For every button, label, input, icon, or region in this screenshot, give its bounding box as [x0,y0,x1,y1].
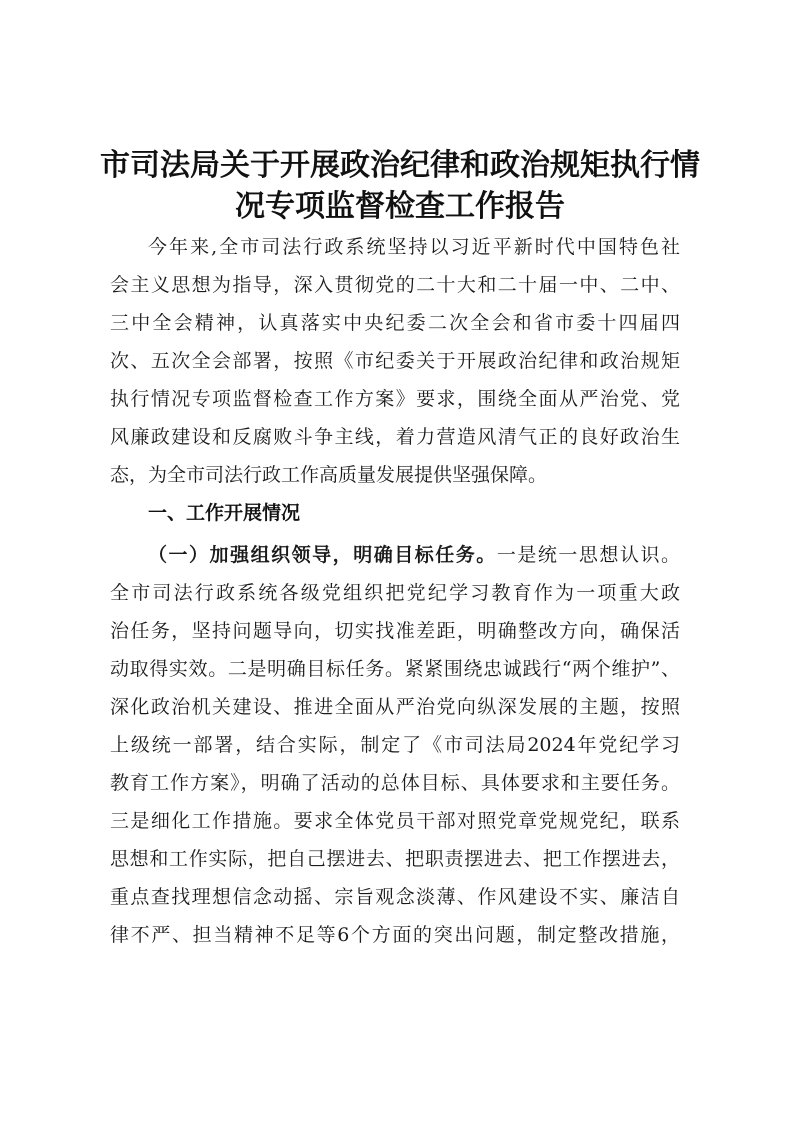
body-paragraph-line: 深化政治机关建设、推进全面从严治党向纵深发展的主题，按照 [110,696,680,718]
intro-paragraph-line: 会主义思想为指导，深入贯彻党的二十大和二十届一中、二中、 [110,274,680,296]
body-paragraph-line: 三是细化工作措施。要求全体党员干部对照党章党规党纪，联系 [110,810,680,832]
intro-paragraph-line: 次、五次全会部署，按照《市纪委关于开展政治纪律和政治规矩 [110,350,680,372]
body-paragraph-line: 重点查找理想信念动摇、宗旨观念淡薄、作风建设不实、廉洁自 [110,886,680,908]
intro-paragraph-line: 执行情况专项监督检查工作方案》要求，围绕全面从严治党、党 [110,388,680,410]
subsection-first-line [148,541,680,569]
body-paragraph-line: 全市司法行政系统各级党组织把党纪学习教育作为一项重大政 [110,582,680,604]
document-title-line-1: 市司法局关于开展政治纪律和政治规矩执行情 [100,148,700,183]
body-paragraph-line: 动取得实效。二是明确目标任务。紧紧围绕忠诚践行“两个维护”、 [110,658,680,680]
body-paragraph-line: 上级统一部署，结合实际，制定了《市司法局2024年党纪学习 [110,734,680,756]
intro-paragraph-line: 态，为全市司法行政工作高质量发展提供坚强保障。 [110,464,548,486]
body-paragraph-line: 教育工作方案》，明确了活动的总体目标、具体要求和主要任务。 [110,772,680,794]
intro-paragraph-line: 今年来,全市司法行政系统坚持以习近平新时代中国特色社 [148,236,680,258]
document-title-line-2: 况专项监督检查工作报告 [235,189,565,224]
body-paragraph-line: 律不严、担当精神不足等6个方面的突出问题，制定整改措施， [110,924,680,946]
subsection-lead: （一）加强组织领导，明确目标任务。 [148,544,497,566]
subsection-first-rest: 一是统一思想认识。 [496,544,680,566]
intro-paragraph-line: 风廉政建设和反腐败斗争主线，着力营造风清气正的良好政治生 [110,426,680,448]
body-paragraph-line: 思想和工作实际，把自己摆进去、把职责摆进去、把工作摆进去， [110,848,680,870]
body-paragraph-line: 治任务，坚持问题导向，切实找准差距，明确整改方向，确保活 [110,620,680,642]
section-heading: 一、工作开展情况 [148,502,301,524]
intro-paragraph-line: 三中全会精神，认真落实中央纪委二次全会和省市委十四届四 [110,312,680,334]
